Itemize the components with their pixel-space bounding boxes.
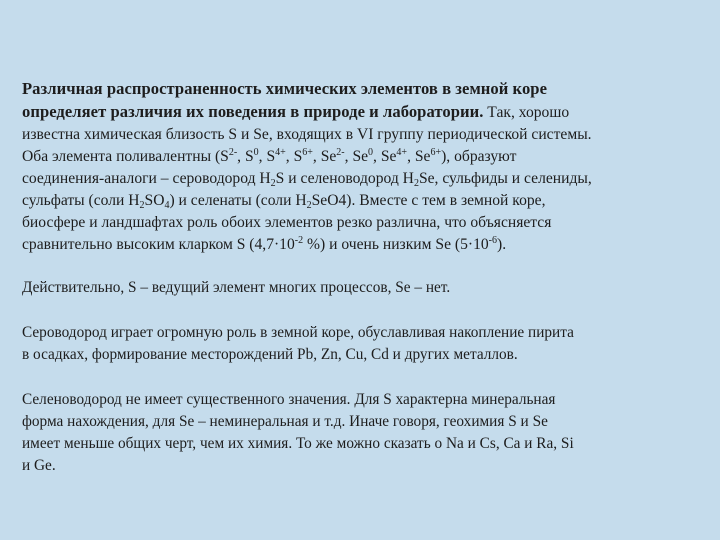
paragraph-hydrogen-selenide	[22, 389, 698, 477]
text: ), образуют	[441, 148, 517, 165]
slide-text-body	[22, 78, 698, 477]
subscript: 2	[413, 178, 419, 189]
text: соединения-аналоги – сероводород H	[22, 170, 271, 187]
lead-sentence-line1: Различная распространенность химических элементов в земной коре	[22, 79, 547, 98]
superscript: 4+	[275, 147, 286, 158]
subscript: 4	[164, 200, 170, 211]
text: биосфере и ландшафтах роль обоих элементов резко различна, что объясняется	[22, 214, 552, 231]
text: , Se	[407, 148, 431, 165]
superscript: -6	[488, 235, 498, 246]
superscript: 0	[253, 147, 259, 158]
text: и Ge.	[22, 457, 56, 474]
text: Так, хорошо	[483, 104, 570, 121]
paragraph-sulfur-selenium	[22, 78, 698, 256]
subscript: 2	[270, 178, 276, 189]
superscript: 2-	[228, 147, 238, 158]
text: , Se	[344, 148, 369, 165]
text: , S	[258, 148, 276, 165]
text: Оба элемента поливалентны (S	[22, 148, 229, 165]
spacer	[22, 299, 698, 322]
superscript: 2-	[336, 147, 345, 158]
text: SeO4). Вместе с тем в земной коре,	[311, 192, 546, 209]
text: , Se	[373, 148, 397, 165]
text: форма нахождения, для Se – неминеральная и т.д. Иначе говоря, геохимия S и Se	[22, 413, 548, 430]
spacer	[22, 366, 698, 389]
text: сульфаты (соли H	[22, 192, 140, 209]
text: известна химическая близость S и Se, входящих в VI группу периодической системы.	[22, 126, 592, 143]
text: в осадках, формирование месторождений Pb, Zn, Cu, Cd и других металлов.	[22, 346, 518, 363]
text: S и селеноводород H	[275, 170, 414, 187]
paragraph-hydrogen-sulfide	[22, 322, 698, 366]
spacer	[22, 256, 698, 277]
subscript: 2	[306, 200, 312, 211]
text: ).	[497, 236, 507, 253]
lead-sentence-line2: определяет различия их поведения в природе и лаборатории.	[22, 102, 484, 121]
superscript: -2	[294, 235, 304, 246]
superscript: 6+	[430, 147, 442, 158]
text: SO	[144, 192, 165, 209]
superscript: 4+	[396, 147, 408, 158]
text: , S	[285, 148, 303, 165]
superscript: 6+	[302, 147, 313, 158]
text: имеет меньше общих черт, чем их химия. То же можно сказать о Na и Cs, Ca и Ra, Si	[22, 435, 574, 452]
text: ) и селенаты (соли H	[169, 192, 307, 209]
text: , S	[237, 148, 254, 165]
text: Сероводород играет огромную роль в земной коре, обуславливая накопление пирита	[22, 324, 574, 341]
text: , Se	[312, 148, 337, 165]
text: Селеноводород не имеет существенного значения. Для S характерна минеральная	[22, 391, 556, 408]
subscript: 2	[139, 200, 145, 211]
text: Se, сульфиды и селениды,	[418, 170, 592, 187]
paragraph-sulfur-leading: Действительно, S – ведущий элемент многих процессов, Se – нет.	[22, 279, 451, 296]
text: %) и очень низким Se (5·10	[303, 236, 489, 253]
superscript: 0	[368, 147, 374, 158]
text: сравнительно высоким кларком S (4,7·10	[22, 236, 295, 253]
